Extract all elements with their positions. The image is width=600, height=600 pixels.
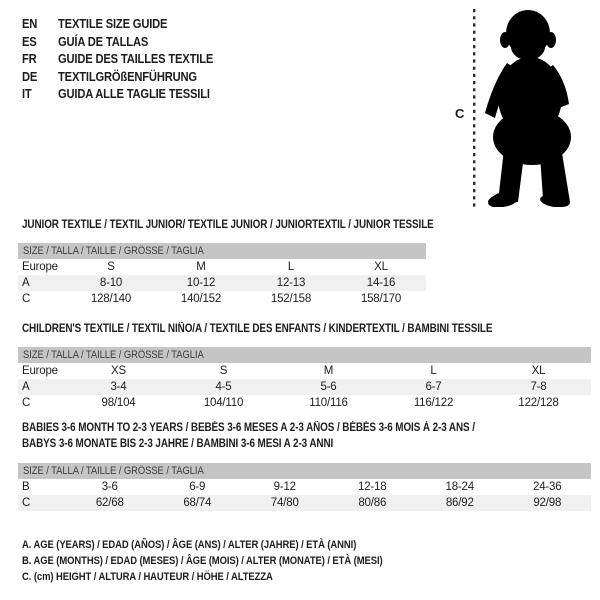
language-row-es [22,33,238,51]
language-code: DE [22,68,38,84]
height-measure-label: C [455,106,465,121]
language-row-de [22,68,238,86]
size-cell: S [107,261,115,273]
height-cell: 116/122 [413,397,454,409]
footnote-c: C. (cm) HEIGHT / ALTURA / HAUTEUR / HÖHE / ALTEZZA [22,571,273,583]
age-cell: 8-10 [99,277,123,289]
language-code: ES [22,33,37,49]
table-row [18,479,591,495]
table-row [18,363,591,379]
height-dashed-line [472,9,477,207]
height-cell: 158/170 [360,293,402,305]
row-label: C [22,497,31,509]
row-label: A [22,277,30,289]
row-label: C [22,293,31,305]
size-cell: M [323,365,334,377]
age-cell: 24-36 [533,481,562,493]
table-row [18,275,426,291]
row-label: Europe [22,365,58,377]
language-title: GUIDE DES TAILLES TEXTILE [58,51,214,66]
age-cell: 6-9 [189,481,206,493]
language-code: EN [22,16,38,31]
footnote-a: A. AGE (YEARS) / EDAD (AÑOS) / ÂGE (ANS) / ALTER (JAHRE) / ETÀ (ANNI) [22,539,357,551]
babies-table-title: BABIES 3-6 MONTH TO 2-3 YEARS / BEBÉS 3-6 MESES A 2-3 AÑOS / BÉBÉS 3-6 MOIS À 2-3 ANS / BABYS 3-6 MONATE BIS 2-3 JAHRE / BAMBINI 3-6 MESI A 2-3 ANNI [22,422,475,450]
children-size-table [18,347,591,411]
height-cell: 62/68 [95,497,124,509]
age-cell: 18-24 [445,481,474,493]
height-cell: 128/140 [90,293,132,305]
height-cell: 140/152 [180,293,222,305]
height-cell: 86/92 [445,497,474,509]
size-header-bar: SIZE / TALLA / TAILLE / GRÖSSE / TAGLIA [18,347,591,363]
language-code: FR [22,51,37,66]
age-cell: 9-12 [273,481,296,493]
height-cell: 98/104 [101,397,136,409]
language-title: GUIDA ALLE TAGLIE TESSILI [58,86,210,101]
age-cell: 6-7 [425,381,442,393]
row-label: A [22,381,30,393]
size-cell: XS [111,365,126,377]
size-cell: S [219,365,228,377]
language-title: TEXTILE SIZE GUIDE [58,16,168,31]
row-label: C [22,397,31,409]
height-cell: 104/110 [203,397,244,409]
row-label: B [22,481,30,493]
language-row-en [22,15,238,33]
size-cell: L [287,261,295,273]
size-cell: L [430,365,437,377]
footnote-b: B. AGE (MONTHS) / EDAD (MESES) / ÂGE (MOIS) / ALTER (MONATE) / ETÀ (MESI) [22,555,383,567]
height-cell: 92/98 [533,497,562,509]
size-header-bar: SIZE / TALLA / TAILLE / GRÖSSE / TAGLIA [18,243,426,259]
age-cell: 12-18 [358,481,387,493]
size-header-bar: SIZE / TALLA / TAILLE / GRÖSSE / TAGLIA [18,463,591,479]
language-code: IT [22,86,32,101]
age-cell: 7-8 [530,381,547,393]
language-title: GUÍA DE TALLAS [58,33,149,49]
size-cell: XL [374,261,388,273]
age-cell: 5-6 [320,381,337,393]
junior-table-title: JUNIOR TEXTILE / TEXTIL JUNIOR/ TEXTILE JUNIOR / JUNIORTEXTIL / JUNIOR TESSILE [22,219,434,231]
language-list [22,15,238,103]
table-row [18,291,426,307]
height-cell: 122/128 [518,397,559,409]
height-cell: 68/74 [183,497,212,509]
language-row-it [22,85,238,103]
height-cell: 74/80 [270,497,299,509]
language-title: TEXTILGRÖßENFÜHRUNG [58,68,197,84]
table-row [18,259,426,275]
age-cell: 4-5 [215,381,232,393]
age-cell: 14-16 [366,277,396,289]
baby-silhouette [482,9,586,207]
junior-size-table [18,243,426,307]
height-cell: 80/86 [358,497,387,509]
age-cell: 3-6 [101,481,118,493]
age-cell: 3-4 [110,381,127,393]
table-row [18,379,591,395]
babies-size-table [18,463,591,511]
table-row [18,395,591,411]
age-cell: 12-13 [276,277,306,289]
height-cell: 110/116 [309,397,348,409]
row-label: Europe [22,261,58,273]
size-cell: XL [531,365,546,377]
table-row [18,495,591,511]
footnotes [22,537,441,585]
language-row-fr [22,50,238,68]
height-cell: 152/158 [270,293,312,305]
children-table-title: CHILDREN'S TEXTILE / TEXTIL NIÑO/A / TEXTILE DES ENFANTS / KINDERTEXTIL / BAMBINI TESSILE [22,323,493,335]
age-cell: 10-12 [186,277,216,289]
size-cell: M [196,261,206,273]
